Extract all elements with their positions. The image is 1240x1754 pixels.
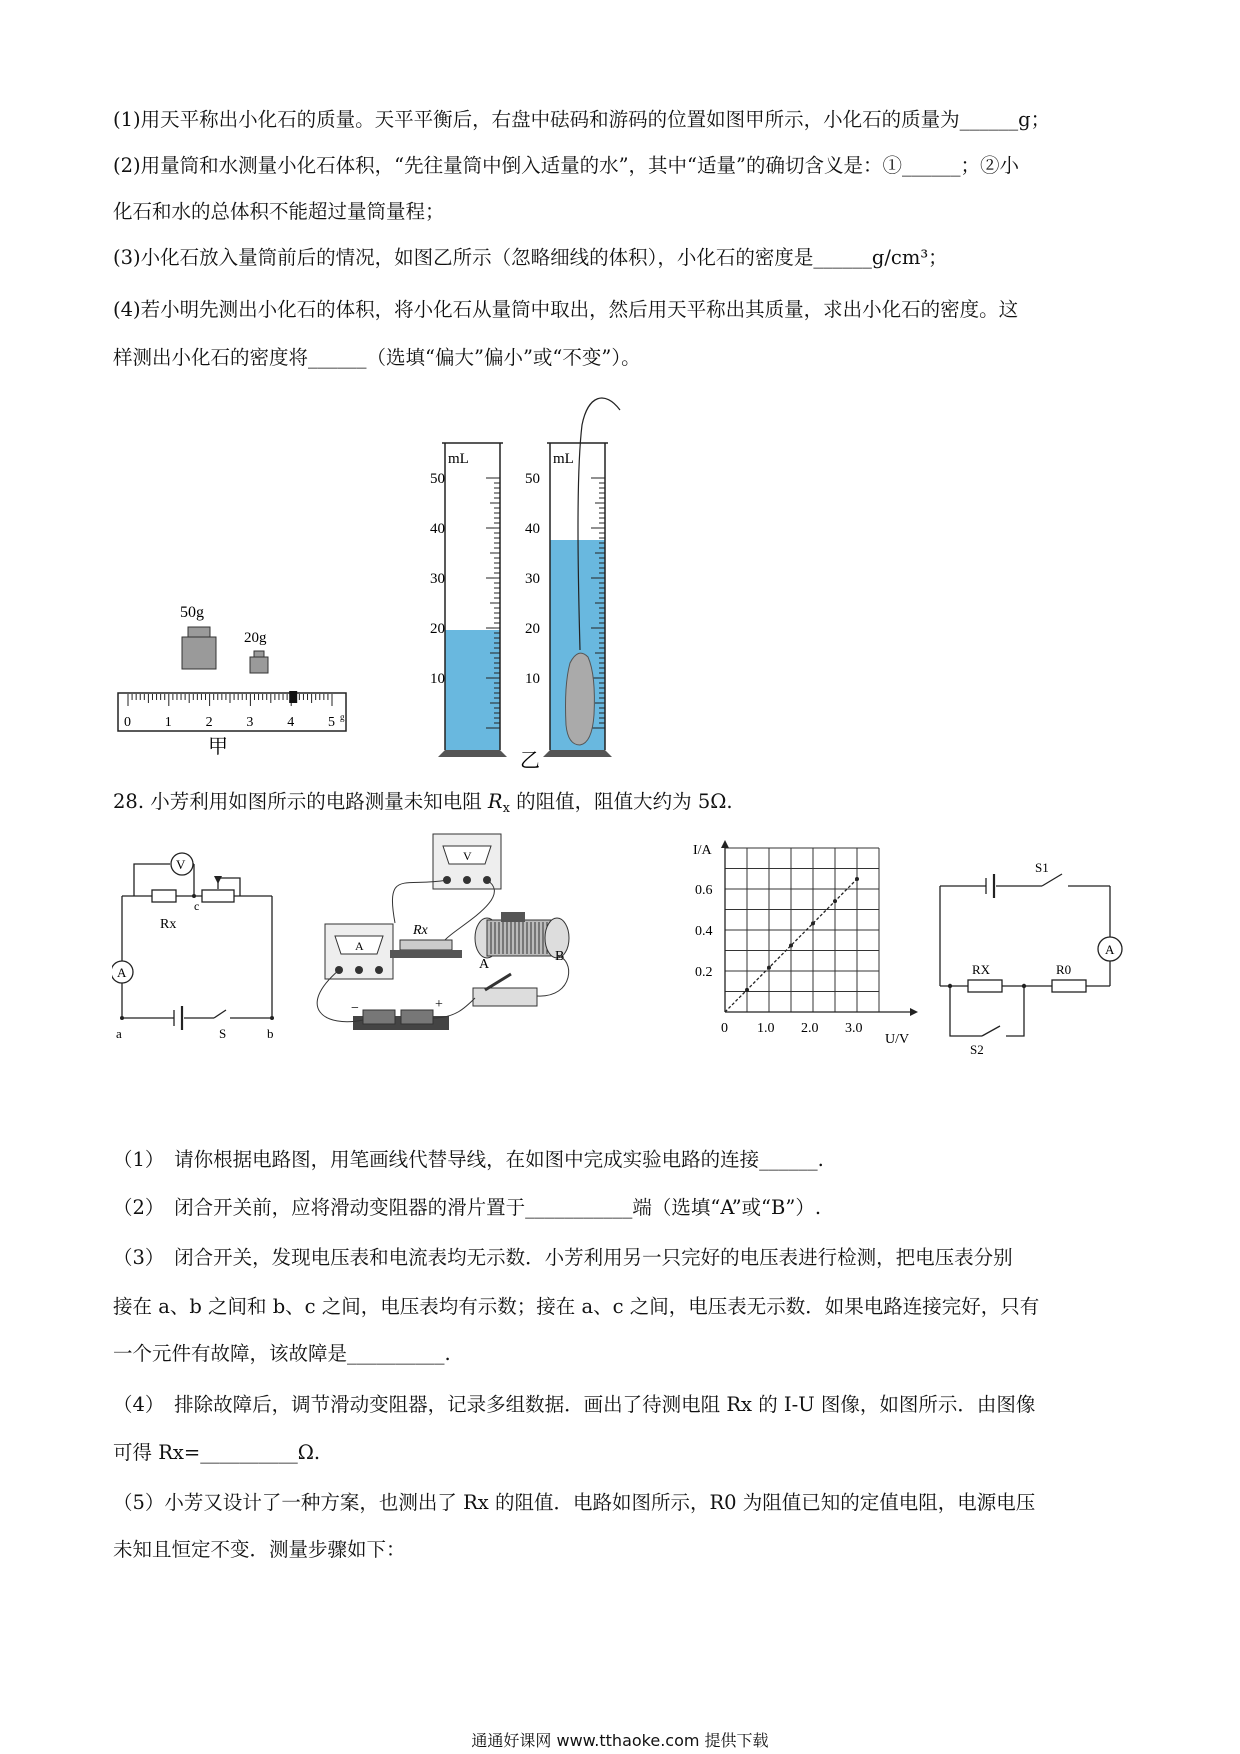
- fossil-stone: [566, 653, 595, 745]
- switch-s1-label: S1: [1035, 860, 1049, 875]
- q28-intro-tail: 的阻值，阻值大约为 5Ω.: [509, 790, 733, 813]
- cylinder-after: [525, 398, 620, 757]
- r0-label: R0: [1056, 962, 1072, 977]
- cylinder-tick-label: 20: [430, 621, 445, 637]
- x-tick-label: 3.0: [845, 1021, 863, 1036]
- rx2-label: RX: [972, 962, 991, 977]
- rx-device-label: Rx: [413, 923, 428, 938]
- scale-tick-label: 1: [164, 715, 172, 730]
- q28-intro-sub: x: [502, 801, 510, 816]
- q28-part5-line2: 未知且恒定不变．测量步骤如下：: [113, 1538, 406, 1561]
- q27-part4-line1: (4)若小明先测出小化石的体积，将小化石从量筒中取出，然后用天平称出其质量，求出小化石的密度。这: [113, 298, 1019, 321]
- q27-part2-line2: 化石和水的总体积不能超过量筒量程；: [113, 200, 445, 223]
- cylinder-tick-label: 50: [430, 471, 445, 487]
- switch-device: [473, 974, 537, 1006]
- cylinder-tick-label: 20: [525, 621, 540, 637]
- q27-part1: (1)用天平称出小化石的质量。天平平衡后，右盘中砝码和游码的位置如图甲所示，小化石的质量为______g；: [113, 108, 1051, 131]
- figure-jia-caption: 甲: [208, 736, 228, 755]
- voltmeter-label: V: [176, 857, 186, 872]
- circuit-diagram-1: [112, 848, 287, 1048]
- figure-yi-caption: 乙: [520, 750, 540, 770]
- scale-unit: g: [340, 712, 345, 722]
- q28-part3-line1: （3） 闭合开关，发现电压表和电流表均无示数．小芳利用另一只完好的电压表进行检测，把电压表分别: [113, 1246, 1013, 1269]
- switch-label: S: [219, 1026, 227, 1041]
- rx-device: [390, 923, 462, 958]
- cylinder-tick-label: 50: [525, 471, 540, 487]
- data-point: [833, 899, 837, 903]
- scale-tick-label: 2: [205, 715, 213, 730]
- x-tick-label: 0: [721, 1021, 728, 1036]
- q27-part3: (3)小化石放入量筒前后的情况，如图乙所示（忽略细线的体积），小化石的密度是______g/cm³；: [113, 246, 948, 269]
- data-point: [855, 877, 859, 881]
- data-point: [767, 966, 771, 970]
- cylinder-tick-label: 10: [525, 671, 540, 687]
- cylinder1-unit: mL: [448, 451, 469, 467]
- battery-plus: +: [435, 997, 443, 1012]
- ammeter-label: A: [117, 965, 127, 980]
- page-footer: 通通好课网 www.tthaoke.com 提供下载: [471, 1731, 769, 1750]
- battery-device: [351, 997, 449, 1030]
- data-point: [789, 944, 793, 948]
- scale-tick-label: 0: [124, 715, 131, 730]
- data-point: [745, 988, 749, 992]
- scale-tick-label: 3: [246, 715, 254, 730]
- physical-circuit-apparatus: [305, 828, 645, 1053]
- switch-s2-label: S2: [970, 1042, 984, 1057]
- iu-graph: [685, 840, 930, 1050]
- figure-jia-balance-scale: [110, 595, 355, 755]
- cylinder-tick-label: 10: [430, 671, 445, 687]
- cylinder2-unit: mL: [553, 451, 574, 467]
- x-tick-label: 2.0: [801, 1021, 819, 1036]
- cylinder-tick-label: 30: [525, 571, 540, 587]
- weight-20g: [250, 657, 268, 673]
- q28-part1: （1） 请你根据电路图，用笔画线代替导线，在如图中完成实验电路的连接______.: [113, 1148, 824, 1171]
- scale-tick-label: 4: [287, 715, 295, 730]
- q28-intro: [113, 788, 733, 823]
- q28-intro-text: 28. 小芳利用如图所示的电路测量未知电阻: [113, 790, 488, 813]
- x-tick-label: 1.0: [757, 1021, 775, 1036]
- q28-part2: （2） 闭合开关前，应将滑动变阻器的滑片置于___________端（选填“A”或“B”）.: [113, 1196, 822, 1219]
- q28-intro-var: R: [487, 790, 503, 813]
- rheostat-end-a: A: [479, 957, 490, 972]
- ammeter-device-label: A: [355, 939, 364, 953]
- scale-tick-label: 5: [328, 715, 335, 730]
- rx-label: Rx: [160, 917, 177, 932]
- cylinder-tick-label: 40: [525, 521, 540, 537]
- rheostat-device: [475, 912, 569, 972]
- point-b-label: b: [267, 1026, 274, 1041]
- rheostat-end-b: B: [555, 949, 565, 964]
- figure-yi-cylinders: [430, 395, 670, 770]
- y-tick-label: 0.4: [695, 924, 713, 939]
- cylinder-tick-label: 40: [430, 521, 445, 537]
- graph-xlabel: U/V: [885, 1032, 910, 1047]
- q28-part3-line2: 接在 a、b 之间和 b、c 之间，电压表均有示数；接在 a、c 之间，电压表无示数．如果电路连接完好，只有: [113, 1295, 1040, 1318]
- weight-50g: [182, 637, 216, 669]
- y-tick-label: 0.6: [695, 883, 713, 898]
- q28-part3-line3: 一个元件有故障，该故障是__________.: [113, 1342, 451, 1365]
- voltmeter-device-label: V: [463, 849, 472, 863]
- battery-minus: −: [351, 1001, 359, 1016]
- q27-part4-line2: 样测出小化石的密度将______（选填“偏大”偏小”或“不变”）。: [113, 346, 641, 369]
- y-tick-label: 0.2: [695, 965, 713, 980]
- weight-20g-label: 20g: [244, 630, 267, 646]
- q28-part5-line1: （5）小芳又设计了一种方案，也测出了 Rx 的阻值．电路如图所示，R0 为阻值已知的定值电阻，电源电压: [113, 1491, 1036, 1514]
- ammeter-device: [325, 924, 393, 979]
- circuit-diagram-2: [930, 858, 1125, 1058]
- weight-50g-label: 50g: [180, 604, 204, 621]
- point-c-label: c: [194, 899, 200, 913]
- point-a-label: a: [116, 1026, 122, 1041]
- cylinder-tick-label: 30: [430, 571, 445, 587]
- data-point: [811, 921, 815, 925]
- rider: [289, 691, 297, 703]
- q28-part4-line1: （4） 排除故障后，调节滑动变阻器，记录多组数据．画出了待测电阻 Rx 的 I-U 图像，如图所示．由图像: [113, 1393, 1036, 1416]
- graph-ylabel: I/A: [693, 843, 712, 858]
- q28-part4-line2: 可得 Rx=__________Ω.: [113, 1441, 321, 1464]
- ammeter2-label: A: [1105, 942, 1115, 957]
- q27-part2-line1: (2)用量筒和水测量小化石体积，“先往量筒中倒入适量的水”，其中“适量”的确切含义是：①______；②小: [113, 154, 1019, 177]
- cylinder-before: [430, 443, 507, 757]
